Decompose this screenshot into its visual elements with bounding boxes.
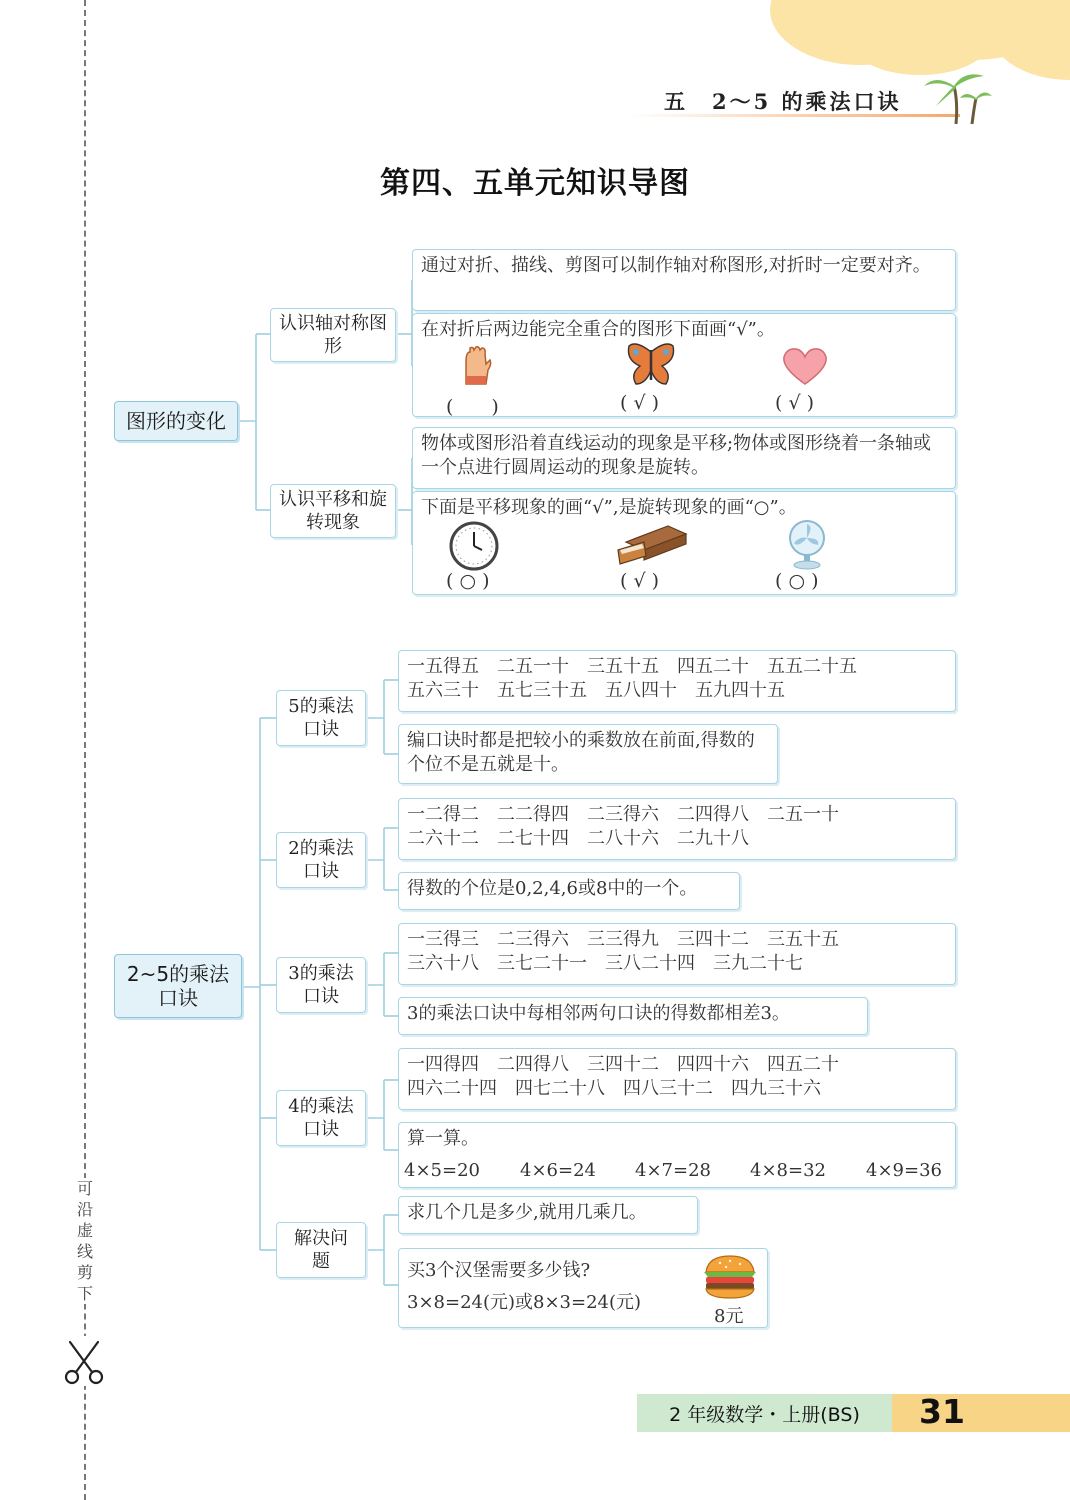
formula-2: 4×6=24 (520, 1160, 596, 1181)
symmetry-explanation-text: 通过对折、描线、剪图可以制作轴对称图形,对折时一定要对齐。 (421, 255, 931, 276)
subtopic-translation-rotation: 认识平移和旋转现象 (270, 484, 396, 538)
drawer-icon (616, 520, 688, 566)
subtopic-3-table: 3的乘法口诀 (276, 957, 366, 1013)
main-topic-multiplication: 2~5的乘法口诀 (114, 954, 242, 1018)
page-title: 第四、五单元知识导图 (380, 166, 690, 201)
note-problem (398, 1196, 698, 1234)
subtopic-problem-solving: 解决问题 (276, 1222, 366, 1278)
note-5-text: 编口诀时都是把较小的乘数放在前面,得数的个位不是五就是十。 (407, 730, 755, 775)
answer-drawer: ( √ ) (620, 570, 660, 592)
fan-icon (782, 518, 832, 570)
translation-exercise-text: 下面是平移现象的画“√”,是旋转现象的画“○”。 (421, 497, 797, 518)
translation-explanation (412, 427, 956, 489)
subtopic-axis-symmetry: 认识轴对称图形 (270, 308, 396, 362)
rhyme-line: 四六二十四 四七二十八 四八三十二 四九三十六 (407, 1078, 821, 1099)
rhyme-line: 一三得三 二三得六 三三得九 三四十二 三五十五 (407, 929, 839, 950)
clock-icon (448, 520, 500, 572)
subtopic-4-table: 4的乘法口诀 (276, 1090, 366, 1146)
subtopic-5-table: 5的乘法口诀 (276, 690, 366, 746)
answer-clock: ( ○ ) (446, 570, 490, 592)
answer-fan: ( ○ ) (775, 570, 819, 592)
rhymes-4 (398, 1048, 956, 1110)
problem-solution: 3×8=24(元)或8×3=24(元) (407, 1292, 642, 1313)
main-topic-shape-change: 图形的变化 (114, 401, 238, 441)
cut-note: 可沿虚线剪下 (74, 1178, 96, 1304)
rhyme-line: 二六十二 二七十四 二八十六 二九十八 (407, 828, 749, 849)
subtopic-2-table: 2的乘法口诀 (276, 832, 366, 888)
butterfly-icon (626, 340, 676, 390)
rhyme-line: 三六十八 三七二十一 三八二十四 三九二十七 (407, 953, 803, 974)
rhyme-line: 一四得四 二四得八 三四十二 四四十六 四五二十 (407, 1054, 839, 1075)
rhymes-3 (398, 923, 956, 985)
note-2-text: 得数的个位是0,2,4,6或8中的一个。 (407, 878, 698, 899)
note-3-text: 3的乘法口诀中每相邻两句口诀的得数都相差3。 (407, 1003, 790, 1024)
answer-heart: ( √ ) (775, 392, 815, 414)
chapter-header: 五 2～5 的乘法口诀 (664, 89, 902, 114)
book-info: 2 年级数学・上册(BS) (637, 1394, 892, 1432)
note-2 (398, 872, 740, 910)
rhyme-line: 一二得二 二二得四 二三得六 二四得八 二五一十 (407, 804, 839, 825)
hamburger-price: 8元 (714, 1306, 744, 1327)
symmetry-exercise-text: 在对折后两边能完全重合的图形下面画“√”。 (421, 319, 775, 340)
note-problem-text: 求几个几是多少,就用几乘几。 (407, 1202, 647, 1223)
translation-explanation-text: 物体或图形沿着直线运动的现象是平移;物体或图形绕着一条轴或一个点进行圆周运动的现象是旋转。 (421, 433, 932, 478)
problem-question: 买3个汉堡需要多少钱? (407, 1260, 591, 1281)
note-3 (398, 997, 868, 1035)
answer-glove: ( ) (446, 396, 499, 418)
glove-icon (460, 344, 492, 388)
rhyme-line: 五六三十 五七三十五 五八四十 五九四十五 (407, 680, 785, 701)
page-number: 31 (919, 1392, 965, 1431)
heart-icon (780, 346, 830, 386)
note-5 (398, 724, 778, 784)
rhymes-5 (398, 650, 956, 712)
hamburger-icon (702, 1254, 758, 1300)
answer-butterfly: ( √ ) (620, 392, 660, 414)
formula-1: 4×5=20 (404, 1160, 480, 1181)
rhymes-2 (398, 798, 956, 860)
symmetry-explanation (412, 249, 956, 311)
formula-4: 4×8=32 (750, 1160, 826, 1181)
rhyme-line: 一五得五 二五一十 三五十五 四五二十 五五二十五 (407, 656, 857, 677)
calc-4-title: 算一算。 (407, 1128, 479, 1149)
formula-5: 4×9=36 (866, 1160, 942, 1181)
formula-3: 4×7=28 (635, 1160, 711, 1181)
